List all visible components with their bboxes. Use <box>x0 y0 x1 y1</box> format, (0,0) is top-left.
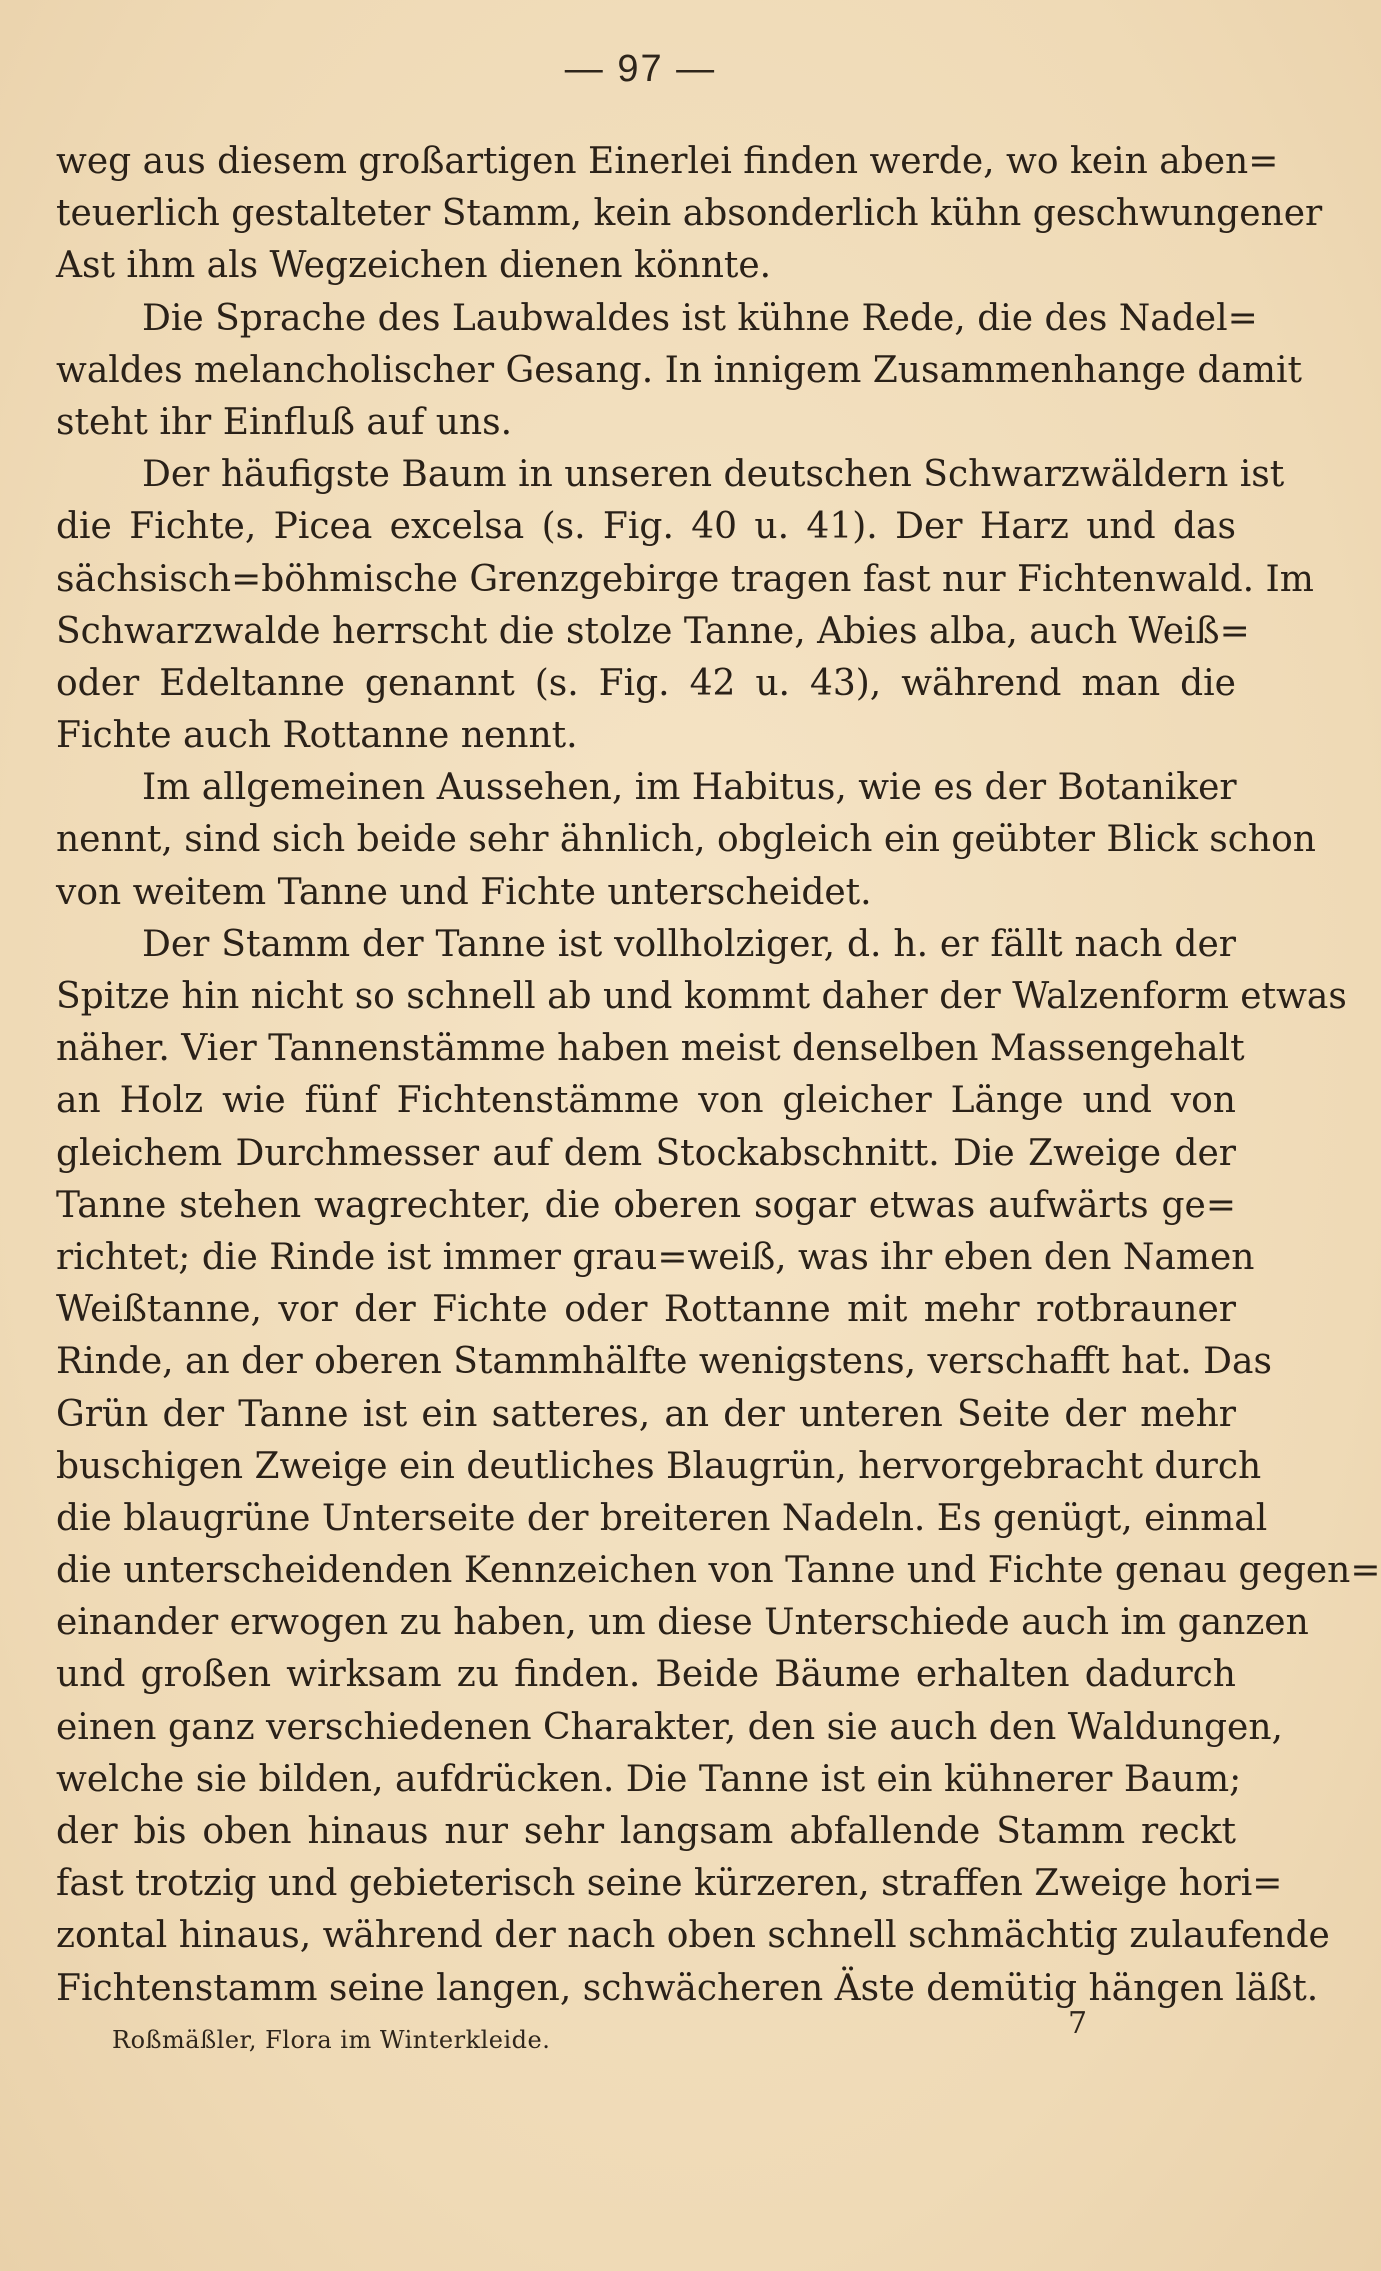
text-line: Schwarzwalde herrscht die stolze Tanne, Abies alba, auch Weiß= <box>56 610 1250 652</box>
text-line: Der Stamm der Tanne ist vollholziger, d. h. er fällt nach der <box>142 923 1236 965</box>
text-line: Tanne stehen wagrechter, die oberen sogar etwas aufwärts ge= <box>56 1184 1236 1226</box>
text-line: die unterscheidenden Kennzeichen von Tanne und Fichte genau gegen= <box>56 1550 1381 1592</box>
text-line: Grün der Tanne ist ein satteres, an der unteren Seite der mehr <box>56 1393 1236 1435</box>
text-line: teuerlich gestalteter Stamm, kein absonderlich kühn geschwungener <box>56 193 1323 235</box>
text-line: näher. Vier Tannenstämme haben meist denselben Massengehalt <box>56 1028 1245 1070</box>
text-line: Im allgemeinen Aussehen, im Habitus, wie es der Botaniker <box>142 767 1237 809</box>
text-line: oder Edeltanne genannt (s. Fig. 42 u. 43), während man die <box>56 662 1236 704</box>
text-line: und großen wirksam zu finden. Beide Bäume erhalten dadurch <box>56 1654 1236 1696</box>
footer-signature: Roßmäßler, Flora im Winterkleide. <box>112 2026 551 2054</box>
text-line: an Holz wie fünf Fichtenstämme von gleicher Länge und von <box>56 1080 1236 1122</box>
text-line: zontal hinaus, während der nach oben schnell schmächtig zulaufende <box>56 1915 1330 1957</box>
text-line: Rinde, an der oberen Stammhälfte wenigstens, verschafft hat. Das <box>56 1341 1272 1383</box>
text-line: Fichtenstamm seine langen, schwächeren Äste demütig hängen läßt. <box>56 1967 1319 2009</box>
page-number: — 97 — <box>564 48 717 90</box>
text-line: sächsisch=böhmische Grenzgebirge tragen fast nur Fichtenwald. Im <box>56 558 1314 600</box>
text-line: gleichem Durchmesser auf dem Stockabschnitt. Die Zweige der <box>56 1132 1236 1174</box>
text-line: Ast ihm als Wegzeichen dienen könnte. <box>56 245 772 287</box>
text-line: weg aus diesem großartigen Einerlei finden werde, wo kein aben= <box>56 141 1279 182</box>
text-line: die Fichte, Picea excelsa (s. Fig. 40 u. 41). Der Harz und das <box>56 506 1236 548</box>
text-line: die blaugrüne Unterseite der breiteren Nadeln. Es genügt, einmal <box>56 1497 1268 1539</box>
text-line: einander erwogen zu haben, um diese Unterschiede auch im ganzen <box>56 1602 1309 1644</box>
text-line: der bis oben hinaus nur sehr langsam abfallende Stamm reckt <box>56 1811 1236 1852</box>
text-line: einen ganz verschiedenen Charakter, den sie auch den Waldungen, <box>56 1706 1283 1748</box>
sheet-number: 7 <box>1068 2006 1088 2041</box>
text-line: steht ihr Einfluß auf uns. <box>56 401 513 443</box>
text-line: Weißtanne, vor der Fichte oder Rottanne mit mehr rotbrauner <box>56 1289 1236 1331</box>
text-line: Die Sprache des Laubwaldes ist kühne Rede, die des Nadel= <box>142 297 1258 339</box>
text-line: buschigen Zweige ein deutliches Blaugrün, hervorgebracht durch <box>56 1445 1262 1487</box>
text-line: Der häufigste Baum in unseren deutschen Schwarzwäldern ist <box>142 454 1285 496</box>
text-line: fast trotzig und gebieterisch seine kürzeren, straffen Zweige hori= <box>56 1863 1283 1905</box>
text-line: von weitem Tanne und Fichte unterscheidet. <box>56 871 872 913</box>
text-line: Fichte auch Rottanne nennt. <box>56 715 578 757</box>
text-line: welche sie bilden, aufdrücken. Die Tanne ist ein kühnerer Baum; <box>56 1758 1242 1800</box>
text-line: nennt, sind sich beide sehr ähnlich, obgleich ein geübter Blick schon <box>56 819 1316 861</box>
text-line: Spitze hin nicht so schnell ab und kommt daher der Walzenform etwas <box>56 976 1347 1017</box>
text-line: waldes melancholischer Gesang. In innigem Zusammenhange damit <box>56 349 1302 391</box>
text-line: richtet; die Rinde ist immer grau=weiß, was ihr eben den Namen <box>56 1236 1255 1278</box>
body-text <box>56 136 1381 2015</box>
